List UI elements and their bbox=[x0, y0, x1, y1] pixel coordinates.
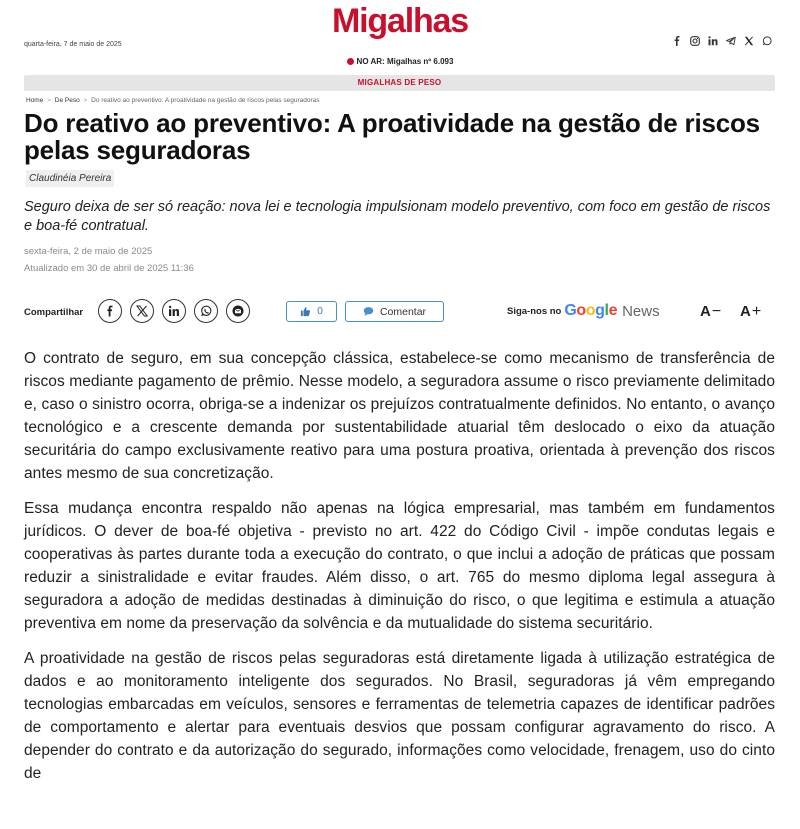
article-paragraph: O contrato de seguro, em sua concepção clássica, estabelece-se como mecanismo de transferência de riscos mediante pagamento de prêmio. Nesse modelo, a seguradora assume o risco previamente delimitado e, caso o sinistro ocorra, obriga-se a indenizar os prejuízos contratualmente definidos. No entanto, o avanço tecnológico e a crescente demanda por sustentabilidade atuarial têm deslocado o eixo da atuação securitária do campo exclusivamente reativo para uma postura proativa, orientada à prevenção dos riscos antes mesmo de sua concretização. bbox=[24, 350, 775, 482]
breadcrumb-separator: > bbox=[83, 97, 88, 104]
live-dot-icon bbox=[347, 58, 354, 65]
comment-button[interactable] bbox=[345, 301, 444, 322]
share-linkedin-button[interactable] bbox=[162, 299, 186, 323]
news-label: News bbox=[622, 302, 660, 320]
breadcrumb-section[interactable]: De Peso bbox=[54, 97, 80, 104]
share-email-button[interactable] bbox=[226, 299, 250, 323]
article-paragraph: Essa mudança encontra respaldo não apenas na lógica empresarial, mas também em fundamentos jurídicos. O dever de boa-fé objetiva - previsto no art. 422 do Código Civil - impõe condutas legais e cooperativas às partes durante toda a execução do contrato, o que inclui a adoção de práticas que possam reduzir a sinistralidade e evitar fraudes. Além disso, o art. 765 do mesmo diploma legal assegura à seguradora a adoção de medidas destinadas à diminuição do risco, o que legitima e estimula a atuação preventiva em nome da preservação da solvência e da mutualidade do sistema securitário. bbox=[24, 500, 775, 632]
facebook-icon[interactable] bbox=[672, 36, 682, 46]
author-tag[interactable]: Claudinéia Pereira bbox=[26, 170, 114, 187]
article-paragraph: A proatividade na gestão de riscos pelas seguradoras está diretamente ligada à utilização estratégica de dados e ao monitoramento inteligente dos segurados. No Brasil, seguradoras já vêm empregando tecnologias embarcadas em veículos, sensores e ferramentas de telemetria capazes de identificar padrões de comportamento e alertar para eventuais desvios que possam configurar agravamento do risco. A depender do contrato e da autorização do segurado, informações como velocidade, frenagem, uso do cinto de bbox=[24, 650, 775, 782]
on-air-label: NO AR: bbox=[356, 57, 385, 66]
edition-number: Migalhas nº 6.093 bbox=[386, 57, 454, 66]
share-facebook-button[interactable] bbox=[98, 299, 122, 323]
breadcrumb-home[interactable]: Home bbox=[26, 97, 44, 104]
comment-label: Comentar bbox=[379, 305, 427, 318]
social-links bbox=[672, 36, 772, 46]
breadcrumb-current: Do reativo ao preventivo: A proatividade na gestão de riscos pelas seguradoras bbox=[91, 97, 320, 104]
like-button[interactable] bbox=[286, 301, 337, 322]
minus-icon: − bbox=[711, 303, 722, 320]
google-news-logo: Google bbox=[564, 302, 618, 319]
plus-icon: + bbox=[751, 303, 762, 320]
section-title-bar[interactable] bbox=[24, 75, 775, 91]
article-subtitle: Seguro deixa de ser só reação: nova lei e tecnologia impulsionam modelo preventivo, com foco em gestão de riscos e boa-fé contratual. bbox=[24, 199, 771, 234]
section-label: MIGALHAS DE PESO bbox=[357, 78, 442, 87]
x-icon[interactable] bbox=[744, 36, 754, 46]
email-icon bbox=[232, 305, 244, 317]
font-decrease-button[interactable] bbox=[700, 303, 721, 321]
share-toolbar bbox=[24, 299, 776, 325]
article-title: Do reativo ao preventivo: A proatividade na gestão de riscos pelas seguradoras bbox=[24, 108, 760, 165]
facebook-icon bbox=[104, 305, 116, 317]
share-buttons bbox=[98, 299, 250, 323]
published-date: sexta-feira, 2 de maio de 2025 bbox=[24, 246, 153, 257]
font-increase-label: A bbox=[740, 303, 751, 320]
follow-label: Siga-nos no bbox=[507, 305, 562, 317]
logo-text: Migalhas bbox=[332, 2, 468, 40]
breadcrumb bbox=[26, 97, 320, 104]
x-icon bbox=[136, 305, 148, 317]
on-air-badge[interactable] bbox=[0, 57, 800, 66]
whatsapp-icon bbox=[200, 305, 212, 317]
thumbs-up-icon bbox=[300, 306, 311, 317]
share-whatsapp-button[interactable] bbox=[194, 299, 218, 323]
font-increase-button[interactable] bbox=[740, 303, 761, 321]
share-x-button[interactable] bbox=[130, 299, 154, 323]
breadcrumb-separator: > bbox=[47, 97, 51, 104]
telegram-icon[interactable] bbox=[726, 36, 736, 46]
instagram-icon[interactable] bbox=[690, 36, 700, 46]
like-count: 0 bbox=[317, 306, 323, 317]
linkedin-icon[interactable] bbox=[708, 36, 718, 46]
share-label: Compartilhar bbox=[24, 307, 84, 318]
article-body bbox=[24, 347, 775, 797]
font-decrease-label: A bbox=[700, 303, 711, 320]
speech-bubble-icon bbox=[363, 306, 374, 317]
linkedin-icon bbox=[168, 305, 180, 317]
whatsapp-icon[interactable] bbox=[762, 36, 772, 46]
updated-date: Atualizado em 30 de abril de 2025 11:36 bbox=[24, 263, 194, 274]
google-news-follow[interactable] bbox=[507, 302, 660, 320]
current-date: quarta-feira, 7 de maio de 2025 bbox=[24, 41, 122, 48]
site-header bbox=[0, 0, 800, 70]
